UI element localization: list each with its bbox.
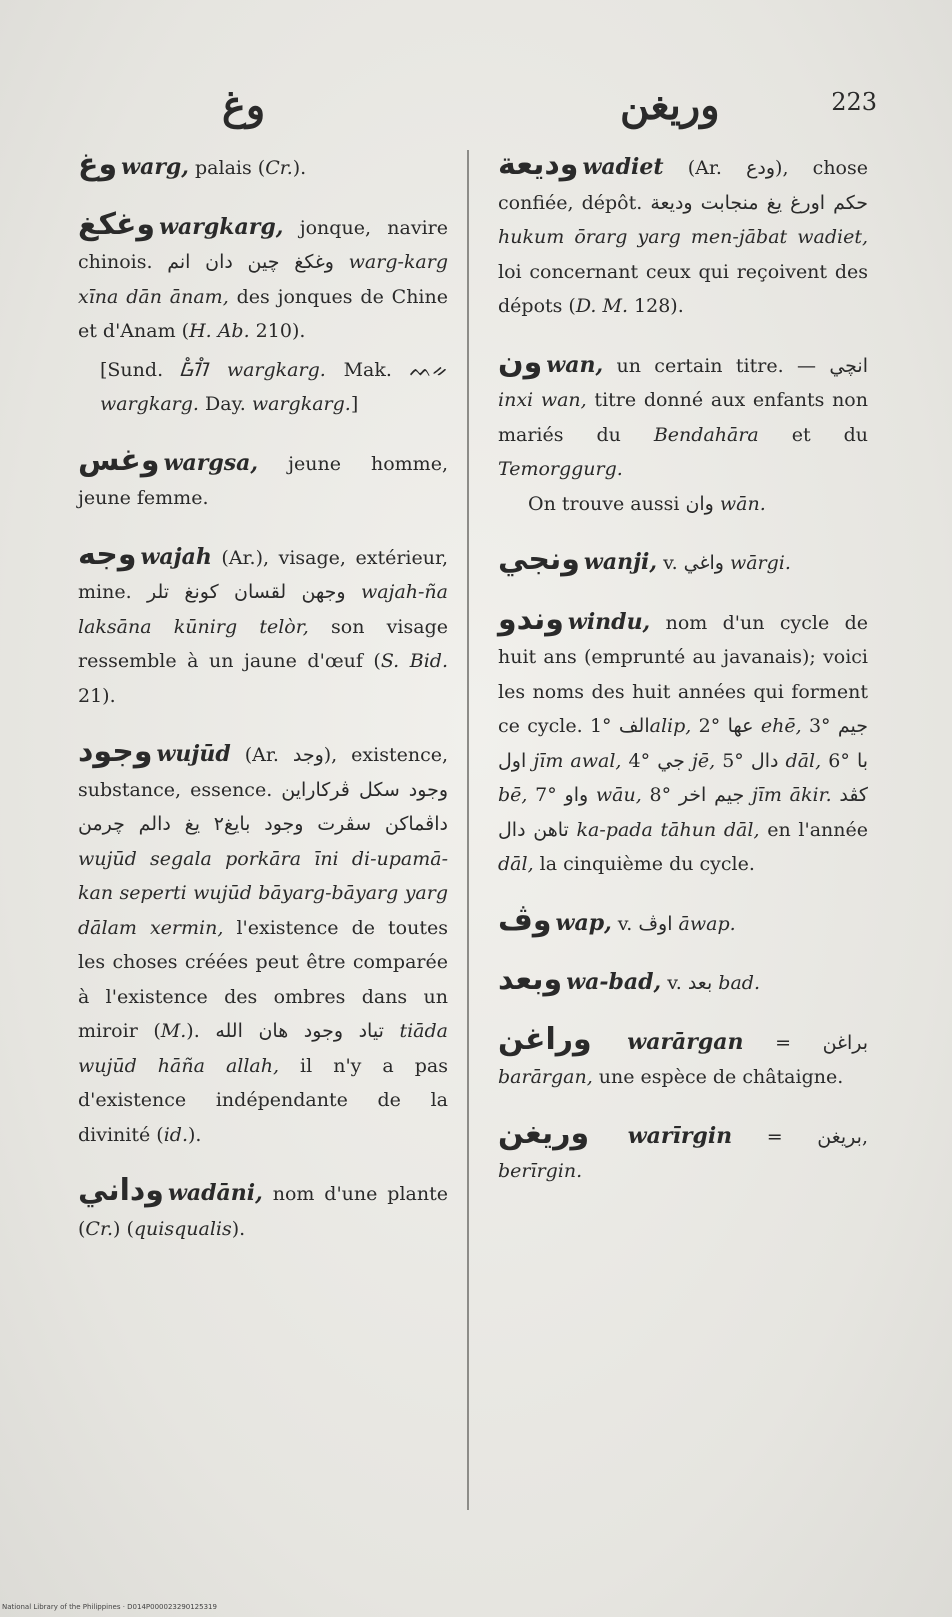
text: 4° (621, 749, 658, 772)
headword: wujūd (156, 741, 231, 767)
text: v. (657, 552, 684, 574)
transliteration: jīm awal, (533, 749, 622, 772)
entry-wargkarg (78, 208, 448, 349)
translation: des jonques de Chine et d'Anam ( (78, 285, 448, 342)
text: ). (292, 157, 307, 179)
text: 7° (527, 784, 565, 806)
entry-wargkarg-note (100, 353, 448, 422)
arabic-reference: واغي (683, 552, 724, 574)
arabic-etymon: وجد (292, 744, 324, 766)
transliteration: wajah-ña laksāna kūnirg telòr, (78, 581, 448, 638)
text: = (732, 1125, 818, 1148)
arabic-example: حكم اورغ يغ منجابت وديعة (650, 191, 869, 214)
transliteration: tiāda wujūd hāña allah, (78, 1020, 448, 1077)
text: ). (231, 1217, 246, 1240)
transliteration: wujūd segala porkāra īni di-upamā-kan seperti wujūd bāyarg-bāyarg yarg dālam xermin, (78, 847, 448, 939)
arabic-reference: بعد (687, 972, 713, 994)
arabic-example: كڤد تاهن دال (498, 784, 868, 841)
left-header-arabic: وغ (222, 82, 266, 129)
transliteration: warg-karg xīna dān ānam, (78, 251, 448, 308)
arabic-variant: بريغن (817, 1125, 862, 1148)
text: = (743, 1031, 823, 1054)
transliteration: āwap. (672, 912, 736, 935)
text: la cinquième du cycle. (533, 853, 755, 875)
text: et du (758, 423, 868, 446)
text: Mak. (325, 358, 410, 381)
entry-wabad (498, 963, 868, 1001)
entry-wujud (78, 735, 448, 1152)
arabic-example: انچي (829, 354, 868, 377)
arabic-year: جيم اخر (678, 784, 745, 806)
footer-credit: National Library of the Philippines · D014P000023290125319 (2, 1603, 217, 1611)
arabic-headword: وغ (78, 147, 118, 182)
text: On trouve aussi (528, 492, 686, 515)
transliteration: ehē, (760, 715, 802, 737)
entry-wadiet (498, 148, 868, 324)
transliteration: wārgi. (723, 552, 791, 574)
latin-name: quisqualis (133, 1217, 232, 1240)
definition: jonque, navire chinois. (78, 216, 448, 273)
text: 5° (715, 749, 751, 772)
text: 128). (628, 295, 684, 317)
headword: wan, (546, 351, 604, 378)
definition: nom d'une plante ( (78, 1183, 448, 1240)
transliteration: hukum ōrarg yarg men-jābat wadiet, (498, 226, 868, 248)
headword: wargkarg, (159, 213, 284, 240)
text: 2° (691, 715, 728, 737)
transliteration: bē, (498, 784, 528, 806)
arabic-example: وغكغ چين دان انم (167, 251, 334, 273)
headword: warārgan (627, 1028, 744, 1055)
text: [Sund. (100, 358, 181, 381)
source: Cr. (265, 157, 293, 179)
headword: wa-bad, (566, 969, 662, 995)
text: 3° (801, 715, 838, 737)
headword: wadāni, (167, 1180, 263, 1206)
text: 21). (78, 684, 116, 707)
entry-wanji (498, 543, 868, 581)
translation: titre donné aux enfants non mariés du (498, 389, 868, 446)
right-header-arabic: وريغن (620, 82, 720, 129)
translation: il n'y a pas d'existence indépendante de la divinité ( (78, 1054, 448, 1146)
transliteration: dāl, (785, 749, 822, 772)
definition: un certain titre. — (603, 354, 830, 377)
definition: ), chose confiée, dépôt. (498, 157, 868, 214)
transliteration: jīm ākir. (751, 784, 832, 806)
text: 210). (249, 320, 306, 342)
text: ) ( (113, 1217, 134, 1240)
entry-warargan (498, 1023, 868, 1095)
entry-windu (498, 603, 868, 882)
arabic-year: دال (750, 749, 779, 772)
arabic-headword: وغس (78, 442, 160, 478)
text: v. (611, 912, 639, 935)
translation: son visage ressemble à un jaune d'œuf ( (78, 615, 448, 672)
transliteration: dāl, (498, 853, 534, 875)
arabic-headword: وبعد (498, 962, 563, 997)
arabic-example: وجهن لقسان كونغ تلر (146, 581, 346, 603)
transliteration: ka-pada tāhun dāl, (576, 818, 760, 841)
headword: wargsa, (163, 449, 259, 476)
entry-wargsa (78, 444, 448, 516)
text: (Ar. (230, 744, 293, 766)
transliteration: wargkarg. (209, 358, 326, 381)
entry-wap (498, 904, 868, 942)
text: v. (661, 972, 688, 994)
text: ). (187, 1123, 202, 1146)
entry-wan (498, 346, 868, 522)
arabic-headword: وداني (78, 1173, 164, 1208)
transliteration: wān. (713, 492, 766, 515)
arabic-headword: وجود (78, 734, 153, 769)
arabic-year: الف (618, 715, 650, 737)
headword: wanji, (583, 549, 658, 575)
arabic-example: تياد وجود هان الله (215, 1020, 384, 1042)
arabic-headword: وريغن (498, 1115, 590, 1151)
arabic-headword: ون (498, 344, 543, 380)
definition: (Ar.), visage, extérieur, mine. (78, 546, 448, 603)
arabic-headword: ونجي (498, 542, 580, 577)
text: (Ar. (663, 157, 747, 179)
page-number: 223 (831, 88, 877, 116)
source: D. M. (575, 295, 628, 317)
text: ] (350, 393, 359, 415)
transliteration: wargkarg. (100, 393, 199, 415)
sundanese-script: ᮝᮀᮊᮀ (180, 358, 209, 381)
entry-waringin: وريغن warīrgin = بريغن, berīrgin. (498, 1115, 868, 1182)
arabic-example: وجود سكل ڤركاراين داڤماكن سڤرت وجود بايغ٢ يغ دالم چرمن (78, 778, 448, 835)
arabic-year: واو (564, 784, 589, 806)
arabic-headword: وديعة (498, 147, 579, 182)
entry-warg (78, 148, 448, 186)
entry-wajah (78, 538, 448, 714)
column-divider (467, 150, 469, 1510)
arabic-variant: براغن (822, 1031, 869, 1054)
arabic-headword: وغكغ (78, 206, 156, 242)
text: 6° (821, 749, 857, 772)
transliteration: jē, (691, 749, 716, 772)
transliteration: wāu, (595, 784, 642, 806)
source: M. (160, 1020, 187, 1042)
text: 8° (641, 784, 679, 806)
arabic-year: عها (727, 715, 754, 737)
definition: palais ( (188, 157, 266, 179)
headword: wajah (140, 543, 212, 570)
arabic-headword: وندو (498, 601, 564, 637)
definition: jeune homme, jeune femme. (78, 452, 448, 509)
headword: windu, (567, 608, 651, 635)
left-column (78, 148, 448, 1268)
variant-note (498, 487, 868, 522)
definition: ), existence, substance, essence. (78, 744, 449, 801)
transliteration: alip, (649, 715, 692, 737)
transliteration: wargkarg. (251, 393, 351, 415)
translation: en l'année (759, 818, 868, 841)
arabic-headword: وجه (78, 536, 137, 572)
definition: nom d'un cycle de huit ans (emprunté au javanais); voici les noms des huit années qui forment ce cycle. 1° (498, 611, 868, 737)
arabic-year: با (856, 749, 869, 772)
arabic-year: جي (657, 749, 685, 772)
source: id. (163, 1123, 188, 1146)
source: Cr. (85, 1217, 113, 1240)
text: ). (186, 1020, 216, 1042)
text: Day. (198, 393, 252, 415)
transliteration: bad. (712, 972, 760, 994)
makassarese-script: ᨓᨀ (409, 358, 448, 381)
translation: l'existence de toutes les choses créées peut être comparée à l'existence des ombres dans un miroir ( (78, 916, 448, 1042)
arabic-year: جيم اول (498, 715, 869, 772)
arabic-headword: وڤ (498, 902, 552, 938)
arabic-headword: وراغن (498, 1021, 592, 1057)
headword: warīrgin (627, 1122, 733, 1149)
arabic-reference: اوڤ (638, 912, 673, 935)
translation: loi concernant ceux qui reçoivent des dépots ( (498, 260, 868, 317)
definition: une espèce de châtaigne. (592, 1066, 844, 1088)
name: Temorggurg. (498, 458, 623, 480)
source: S. Bid. (380, 650, 448, 672)
arabic-variant: وان (685, 492, 714, 515)
headword: wap, (555, 909, 612, 936)
right-column (498, 148, 868, 1211)
entry-wadani (78, 1174, 448, 1246)
name: Bendahāra (653, 423, 759, 446)
transliteration: berīrgin. (498, 1160, 583, 1182)
transliteration: barārgan, (498, 1066, 593, 1088)
arabic-etymon: ودع (746, 157, 776, 179)
headword: warg, (121, 154, 189, 180)
transliteration: inxi wan, (498, 389, 587, 411)
headword: wadiet (582, 154, 664, 180)
source: H. Ab. (189, 320, 250, 342)
